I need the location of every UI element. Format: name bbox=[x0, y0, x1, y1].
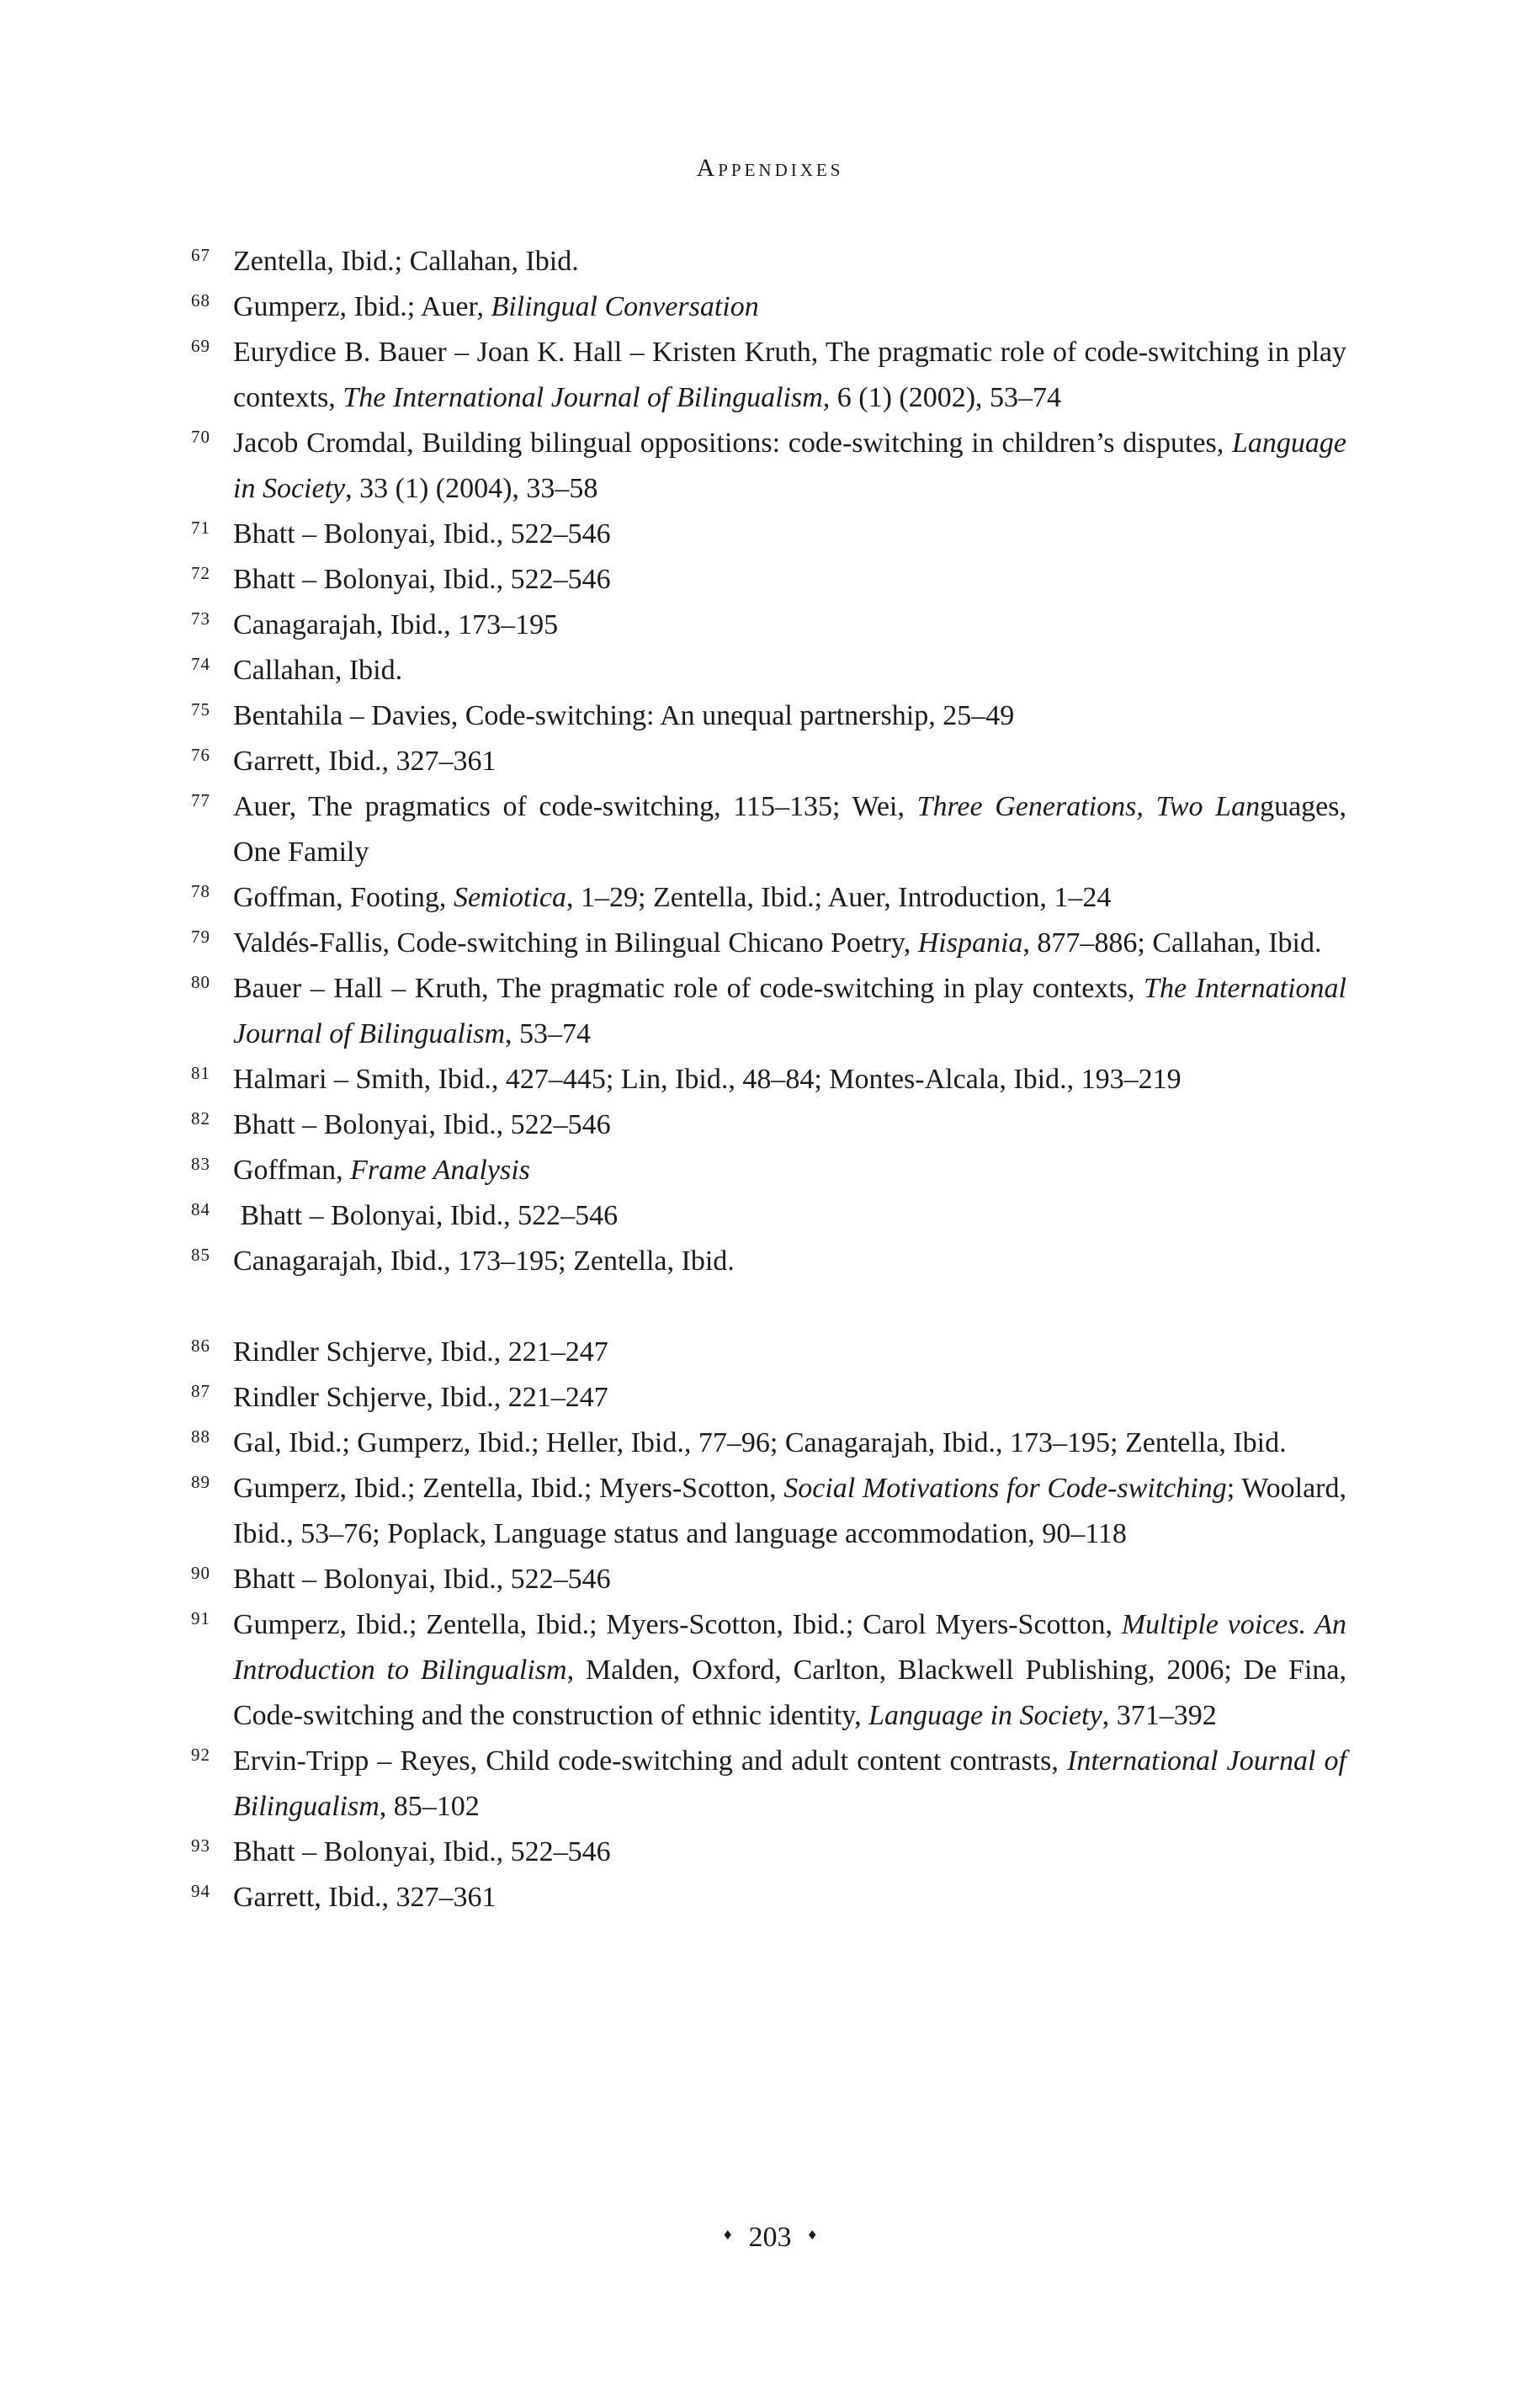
text-run: Canagarajah, Ibid., 173–195 bbox=[233, 609, 559, 640]
endnote-text bbox=[233, 973, 1346, 1049]
text-run: Gumperz, Ibid.; Zentella, Ibid.; Myers-Scotton, Ibid.; Carol Myers-Scotton, bbox=[233, 1609, 1122, 1640]
endnote-text bbox=[233, 655, 402, 686]
endnote-number: 85 bbox=[191, 1245, 210, 1265]
endnote-number: 67 bbox=[191, 245, 210, 265]
text-run: Bhatt – Bolonyai, Ibid., 522–546 bbox=[233, 564, 611, 595]
endnote bbox=[189, 875, 1346, 921]
endnote-text bbox=[233, 700, 1014, 731]
text-run-italic: The International Journal of Bilingualism, bbox=[343, 382, 831, 413]
endnote-text bbox=[233, 428, 1346, 504]
endnote-number: 84 bbox=[191, 1199, 210, 1219]
endnote bbox=[189, 1375, 1346, 1421]
text-run: Bhatt – Bolonyai, Ibid., 522–546 bbox=[233, 1109, 611, 1140]
endnote-number: 74 bbox=[191, 654, 210, 674]
endnote bbox=[189, 1421, 1346, 1466]
endnote-number: 82 bbox=[191, 1108, 210, 1129]
endnote-text bbox=[233, 1155, 530, 1186]
endnote bbox=[189, 739, 1346, 784]
text-run: guages, One Family bbox=[233, 791, 1346, 868]
text-run: Bhatt – Bolonyai, Ibid., 522–546 bbox=[233, 1564, 611, 1595]
endnote bbox=[189, 1739, 1346, 1830]
text-run: Goffman, bbox=[233, 1155, 351, 1186]
text-run: Valdés-Fallis, Code-switching in Bilingual Chicano Poetry, bbox=[233, 927, 918, 959]
text-run: Gal, Ibid.; Gumperz, Ibid.; Heller, Ibid., 77–96; Canagarajah, Ibid., 173–195; Zentella, Ibid. bbox=[233, 1427, 1287, 1458]
endnote-number: 88 bbox=[191, 1426, 210, 1447]
text-run: Bhatt – Bolonyai, Ibid., 522–546 bbox=[233, 1200, 619, 1231]
text-run: , 33 (1) (2004), 33–58 bbox=[345, 473, 598, 504]
text-run: Canagarajah, Ibid., 173–195; Zentella, Ibid. bbox=[233, 1246, 735, 1277]
endnote bbox=[189, 1148, 1346, 1193]
text-run: ; Woolard, Ibid., 53–76; Poplack, Language status and language accommodation, 90–118 bbox=[233, 1473, 1347, 1549]
endnote-text bbox=[233, 518, 611, 550]
text-run: Zentella, Ibid.; Callahan, Ibid. bbox=[233, 246, 579, 277]
endnote bbox=[189, 284, 1346, 330]
text-run: , 1–29; Zentella, Ibid.; Auer, Introduction, 1–24 bbox=[566, 882, 1112, 913]
endnote-number: 90 bbox=[191, 1563, 210, 1583]
endnote bbox=[189, 1102, 1346, 1148]
endnote bbox=[189, 603, 1346, 648]
endnote bbox=[189, 239, 1346, 284]
footer-ornament-left-icon: ♦ bbox=[722, 2228, 734, 2243]
endnote-number: 93 bbox=[191, 1835, 210, 1856]
endnote-text bbox=[233, 1109, 611, 1140]
endnote-text bbox=[233, 1836, 611, 1867]
endnote-number: 92 bbox=[191, 1745, 210, 1765]
endnote-text bbox=[233, 1200, 618, 1231]
endnote-number: 94 bbox=[191, 1881, 210, 1901]
endnote-text bbox=[233, 1745, 1346, 1822]
endnote-number: 83 bbox=[191, 1154, 210, 1174]
endnote bbox=[189, 648, 1346, 693]
endnote-number: 89 bbox=[191, 1472, 210, 1492]
endnote bbox=[189, 557, 1346, 603]
endnote bbox=[189, 1602, 1346, 1739]
text-run: Eurydice B. Bauer – Joan K. Hall – Kristen Kruth, The pragmatic role of code-switching in play contexts, bbox=[233, 337, 1346, 413]
text-run: , Malden, Oxford, Carlton, Blackwell Publishing, 2006; De Fina, Code-switching and the construction of ethnic identity, bbox=[233, 1655, 1347, 1731]
endnote bbox=[189, 966, 1346, 1057]
endnote-number: 81 bbox=[191, 1063, 210, 1083]
endnote bbox=[189, 1466, 1346, 1557]
footer-ornament-right-icon: ♦ bbox=[806, 2228, 818, 2243]
text-run: Goffman, Footing, bbox=[233, 882, 454, 913]
text-run: , 877–886; Callahan, Ibid. bbox=[1022, 927, 1322, 959]
page-footer bbox=[0, 2222, 1540, 2254]
text-run: Rindler Schjerve, Ibid., 221–247 bbox=[233, 1382, 608, 1413]
endnote-text bbox=[233, 1064, 1182, 1095]
endnote-text bbox=[233, 291, 759, 322]
endnote bbox=[189, 693, 1346, 739]
endnote bbox=[189, 512, 1346, 557]
text-run-italic: Semiotica bbox=[453, 882, 567, 913]
text-run-italic: Frame Analysis bbox=[350, 1155, 530, 1186]
endnote-number: 70 bbox=[191, 427, 210, 447]
text-run-italic: The International Journal of Bilingualism bbox=[233, 973, 1346, 1049]
text-run: Bhatt – Bolonyai, Ibid., 522–546 bbox=[233, 518, 611, 550]
text-run-italic: Hispania bbox=[917, 927, 1023, 959]
text-run: Callahan, Ibid. bbox=[233, 655, 403, 686]
endnote-text bbox=[233, 882, 1111, 913]
text-run-italic: Bilingual Conversation bbox=[491, 291, 759, 322]
endnote bbox=[189, 1830, 1346, 1875]
text-run: Rindler Schjerve, Ibid., 221–247 bbox=[233, 1336, 608, 1368]
endnote-text bbox=[233, 564, 611, 595]
endnote-number: 72 bbox=[191, 563, 210, 583]
text-run-italic: Language in Society bbox=[868, 1700, 1102, 1731]
endnote-text bbox=[233, 1473, 1346, 1549]
endnote-number: 75 bbox=[191, 699, 210, 720]
endnotes-list bbox=[189, 239, 1346, 1920]
text-run-italic: International Journal of Bilingualism bbox=[233, 1745, 1346, 1822]
text-run-italic: Multiple voices. An Introduction to Bilingualism bbox=[233, 1609, 1346, 1686]
endnote-text bbox=[233, 746, 497, 777]
endnote-text bbox=[233, 1427, 1287, 1458]
page-number: 203 bbox=[748, 2222, 792, 2253]
endnote bbox=[189, 784, 1346, 875]
endnote bbox=[189, 1239, 1346, 1284]
endnote bbox=[189, 330, 1346, 421]
endnote-number: 77 bbox=[191, 790, 210, 810]
endnote-number: 73 bbox=[191, 608, 210, 629]
endnote-number: 71 bbox=[191, 518, 210, 538]
text-run-italic: Three Generations, Two Lan bbox=[916, 791, 1261, 822]
text-run: , 85–102 bbox=[379, 1791, 480, 1822]
endnote-number: 91 bbox=[191, 1608, 210, 1628]
endnote-number: 86 bbox=[191, 1336, 210, 1356]
text-run: Bentahila – Davies, Code-switching: An unequal partnership, 25–49 bbox=[233, 700, 1015, 731]
text-run-italic: Language in Society bbox=[233, 428, 1346, 504]
text-run: Bauer – Hall – Kruth, The pragmatic role of code-switching in play contexts, bbox=[233, 973, 1144, 1004]
text-run: Gumperz, Ibid.; Zentella, Ibid.; Myers-Scotton, bbox=[233, 1473, 784, 1504]
endnote-text bbox=[233, 1609, 1346, 1731]
endnote-text bbox=[233, 927, 1321, 959]
endnote-number: 78 bbox=[191, 881, 210, 901]
endnote-number: 76 bbox=[191, 745, 210, 765]
endnote bbox=[189, 1330, 1346, 1375]
endnote-text bbox=[233, 1246, 735, 1277]
endnote-number: 69 bbox=[191, 336, 210, 356]
text-run: Garrett, Ibid., 327–361 bbox=[233, 1882, 497, 1913]
endnote bbox=[189, 1193, 1346, 1239]
endnote bbox=[189, 421, 1346, 512]
endnote bbox=[189, 1875, 1346, 1920]
endnote-text bbox=[233, 1336, 608, 1368]
endnote bbox=[189, 1057, 1346, 1102]
endnote-number: 79 bbox=[191, 927, 210, 947]
endnote-number: 87 bbox=[191, 1381, 210, 1401]
text-run: Auer, The pragmatics of code-switching, 115–135; Wei, bbox=[233, 791, 917, 822]
text-run: 6 (1) (2002), 53–74 bbox=[830, 382, 1062, 413]
text-run: Ervin-Tripp – Reyes, Child code-switching and adult content contrasts, bbox=[233, 1745, 1068, 1777]
text-run: Bhatt – Bolonyai, Ibid., 522–546 bbox=[233, 1836, 611, 1867]
endnote-number: 68 bbox=[191, 290, 210, 311]
endnote-number: 80 bbox=[191, 972, 210, 992]
endnote-text bbox=[233, 337, 1346, 413]
endnote-text bbox=[233, 1564, 611, 1595]
running-head: Appendixes bbox=[696, 154, 844, 182]
text-run: Jacob Cromdal, Building bilingual oppositions: code-switching in children’s disputes, bbox=[233, 428, 1232, 459]
endnote bbox=[189, 921, 1346, 966]
endnote bbox=[189, 1557, 1346, 1602]
text-run: , 53–74 bbox=[505, 1018, 591, 1049]
endnote-text bbox=[233, 609, 558, 640]
endnote-text bbox=[233, 1882, 497, 1913]
text-run: Gumperz, Ibid.; Auer, bbox=[233, 291, 491, 322]
endnote-text bbox=[233, 791, 1346, 868]
endnote-text bbox=[233, 1382, 608, 1413]
text-run: Garrett, Ibid., 327–361 bbox=[233, 746, 497, 777]
text-run: Halmari – Smith, Ibid., 427–445; Lin, Ibid., 48–84; Montes-Alcala, Ibid., 193–219 bbox=[233, 1064, 1182, 1095]
text-run-italic: Social Motivations for Code-switching bbox=[783, 1473, 1227, 1504]
text-run: , 371–392 bbox=[1102, 1700, 1217, 1731]
endnote-text bbox=[233, 246, 579, 277]
